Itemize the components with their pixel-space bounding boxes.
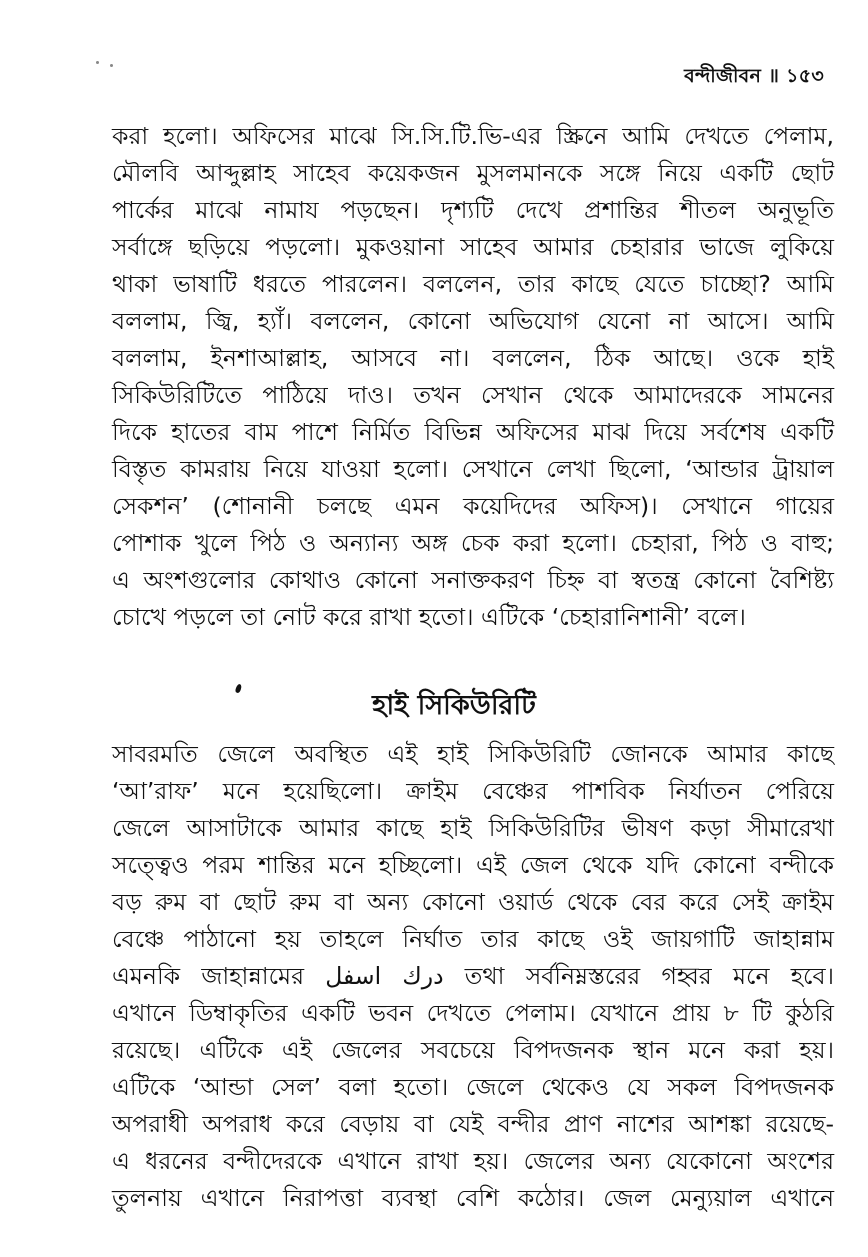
text-line: দিকে হাতের বাম পাশে নির্মিত বিভিন্ন অফিসের মাঝ দিয়ে সর্বশেষ একটি: [112, 418, 834, 446]
text-line: পোশাক খুলে পিঠ ও অন্যান্য অঙ্গ চেক করা হলো। চেহারা, পিঠ ও বাহু;: [112, 529, 834, 557]
text-line: এখানে ডিম্বাকৃতির একটি ভবন দেখতে পেলাম। যেখানে প্রায় ৮ টি কুঠরি: [112, 999, 834, 1027]
text-line: চোখে পড়লে তা নোট করে রাখা হতো। এটিকে ‘চেহারানিশানী’ বলে।: [112, 603, 746, 631]
section-heading: হাই সিকিউরিটি: [372, 690, 536, 721]
text-line: এ ধরনের বন্দীদেরকে এখানে রাখা হয়। জেলের অন্য যেকোনো অংশের: [112, 1147, 834, 1175]
text-line: অপরাধী অপরাধ করে বেড়ায় বা যেই বন্দীর প্রাণ নাশের আশঙ্কা রয়েছে-: [112, 1110, 834, 1138]
text-line: জেলে আসাটাকে আমার কাছে হাই সিকিউরিটির ভীষণ কড়া সীমারেখা: [112, 814, 834, 842]
text-line: তুলনায় এখানে নিরাপত্তা ব্যবস্থা বেশি কঠোর। জেল মেন্যুয়াল এখানে: [112, 1184, 834, 1212]
text-line: বললাম, জ্বি, হ্যাঁ। বললেন, কোনো অভিযোগ যেনো না আসে। আমি: [112, 307, 834, 335]
text-line: সিকিউরিটিতে পাঠিয়ে দাও। তখন সেখান থেকে আমাদেরকে সামনের: [112, 381, 834, 409]
paragraph-1: [112, 118, 834, 636]
text-line: এটিকে ‘আন্ডা সেল’ বলা হতো। জেলে থেকেও যে সকল বিপদজনক: [112, 1073, 834, 1101]
text-line: এমনকি জাহান্নামের درك اسفل তথা সর্বনিম্নস্তরের গহ্বর মনে হবে।: [112, 962, 834, 990]
text-line: বিস্তৃত কামরায় নিয়ে যাওয়া হলো। সেখানে লেখা ছিলো, ‘আন্ডার ট্রায়াল: [112, 455, 834, 483]
text-line: বললাম, ইনশাআল্লাহ, আসবে না। বললেন, ঠিক আছে। ওকে হাই: [112, 344, 834, 372]
page-speck: [110, 64, 113, 67]
running-head: বন্দীজীবন ॥ ১৫৩: [684, 65, 824, 87]
text-line: সেকশন’ (শোনানী চলছে এমন কয়েদিদের অফিস)। সেখানে গায়ের: [112, 492, 834, 520]
text-line: বেঞ্চে পাঠানো হয় তাহলে নির্ঘাত তার কাছে ওই জায়গাটি জাহান্নাম: [112, 925, 834, 953]
paragraph-2: [112, 736, 834, 1217]
text-line: সাবরমতি জেলে অবস্থিত এই হাই সিকিউরিটি জোনকে আমার কাছে: [112, 740, 834, 768]
text-line: থাকা ভাষাটি ধরতে পারলেন। বললেন, তার কাছে যেতে চাচ্ছো? আমি: [112, 270, 834, 298]
text-line: ‘আ’রাফ’ মনে হয়েছিলো। ক্রাইম বেঞ্চের পাশবিক নির্যাতন পেরিয়ে: [112, 777, 834, 805]
text-line: বড় রুম বা ছোট রুম বা অন্য কোনো ওয়ার্ড থেকে বের করে সেই ক্রাইম: [112, 888, 834, 916]
text-line: সর্বাঙ্গে ছড়িয়ে পড়লো। মুকওয়ানা সাহেব আমার চেহারার ভাজে লুকিয়ে: [112, 233, 834, 261]
text-line: রয়েছে। এটিকে এই জেলের সবচেয়ে বিপদজনক স্থান মনে করা হয়।: [112, 1036, 834, 1064]
text-line: করা হলো। অফিসের মাঝে সি.সি.টি.ভি-এর স্ক্রিনে আমি দেখতে পেলাম,: [112, 122, 834, 150]
text-line: এ অংশগুলোর কোথাও কোনো সনাক্তকরণ চিহ্ন বা স্বতন্ত্র কোনো বৈশিষ্ট্য: [112, 566, 834, 594]
text-line: সত্ত্বেও পরম শান্তির মনে হচ্ছিলো। এই জেল থেকে যদি কোনো বন্দীকে: [112, 851, 834, 879]
page-speck: [96, 61, 99, 64]
text-line: মৌলবি আব্দুল্লাহ সাহেব কয়েকজন মুসলমানকে সঙ্গে নিয়ে একটি ছোট: [112, 159, 834, 187]
text-line: পার্কের মাঝে নামায পড়ছেন। দৃশ্যটি দেখে প্রশান্তির শীতল অনুভূতি: [112, 196, 834, 224]
